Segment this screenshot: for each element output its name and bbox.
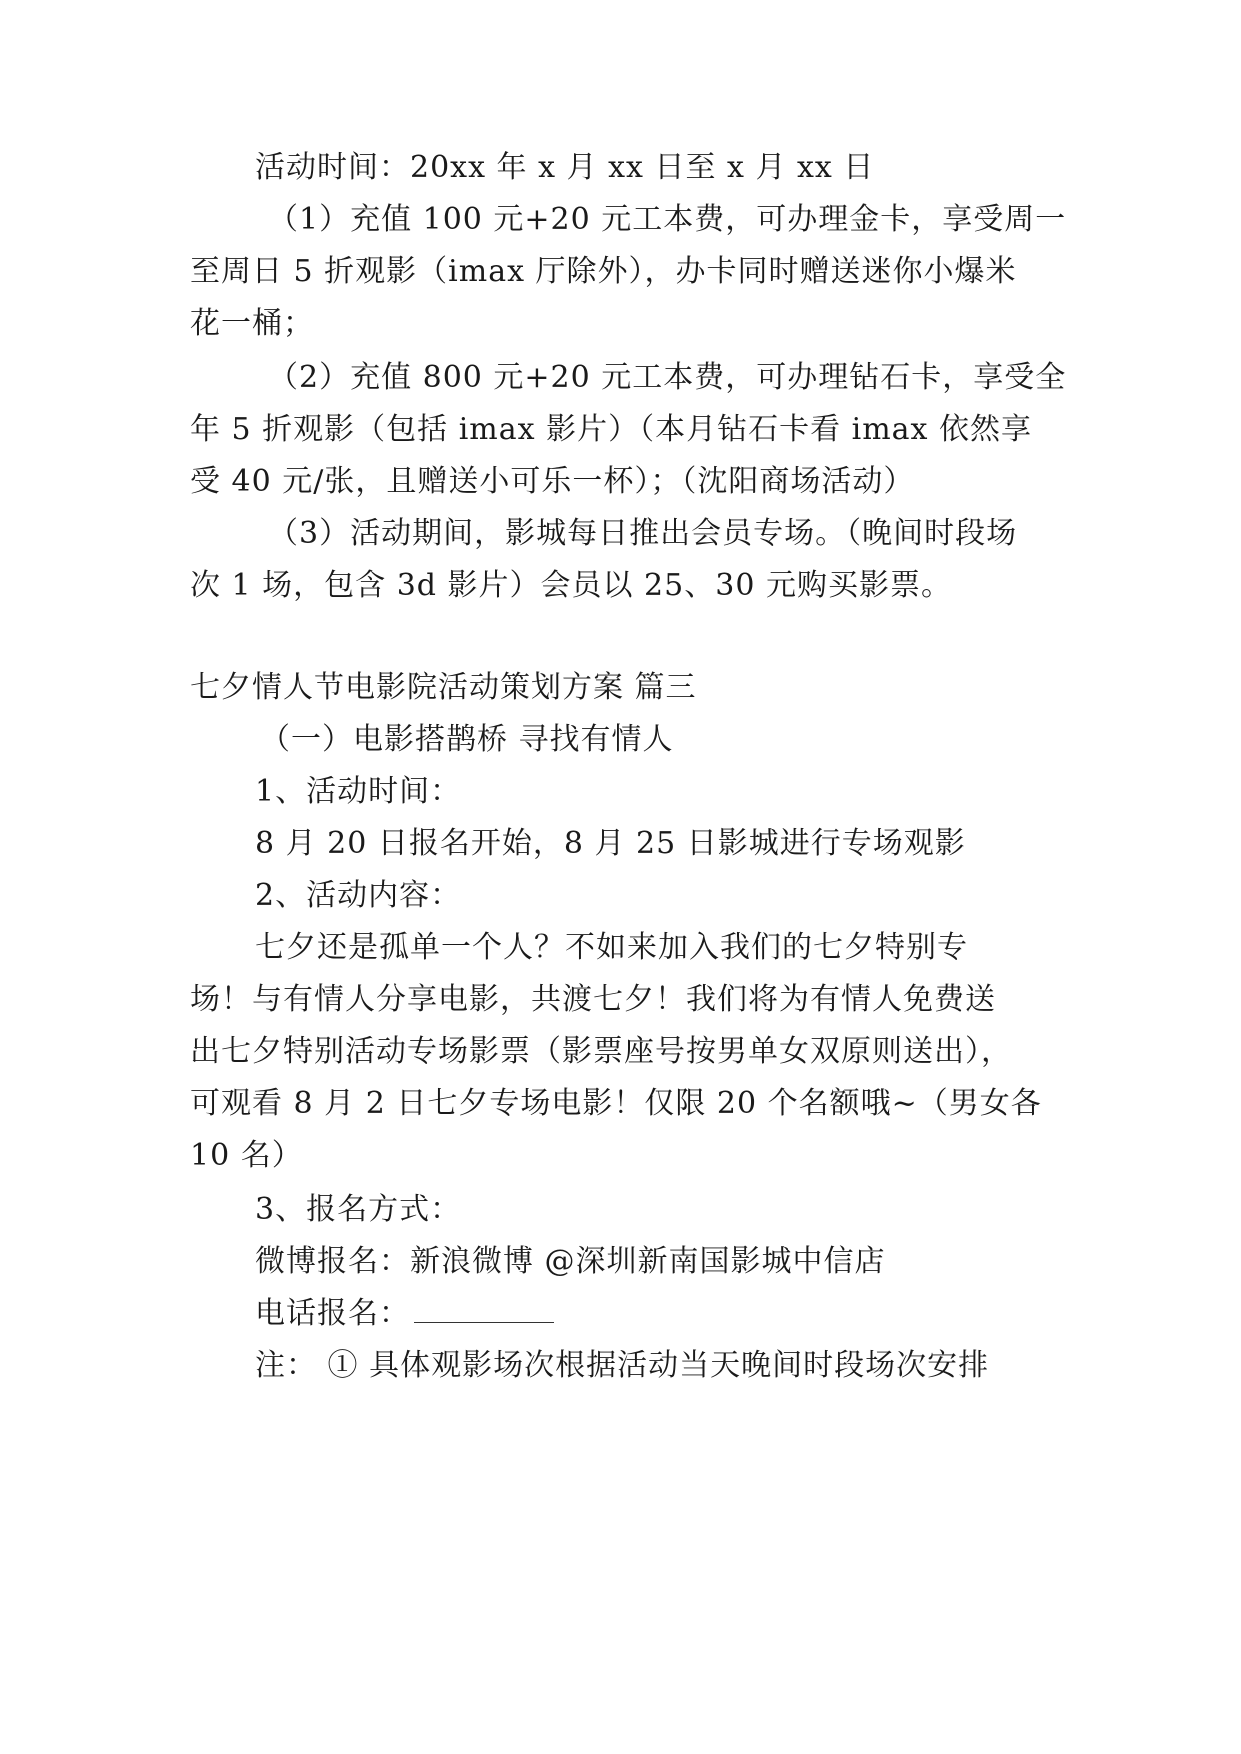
item-2-text-end: 10 名） [190,1138,303,1173]
gold-card-item-cont: 至周日 5 折观影（imax 厅除外），办卡同时赠送迷你小爆米 [190,254,1017,289]
item-2-text-cont: 场！与有情人分享电影，共渡七夕！我们将为有情人免费送 [190,982,996,1017]
item-2-heading: 2、活动内容： [255,878,462,913]
member-session-item: （3）活动期间，影城每日推出会员专场。（晚间时段场 [268,516,1018,551]
note-line: 注： ① 具体观影场次根据活动当天晚间时段场次安排 [255,1348,990,1383]
section-title: 七夕情人节电影院活动策划方案 篇三 [190,670,697,705]
activity-time-line: 活动时间：20xx 年 x 月 xx 日至 x 月 xx 日 [255,150,875,185]
item-3-heading: 3、报名方式： [255,1192,462,1227]
gold-card-item-end: 花一桶； [190,306,314,341]
weibo-signup: 微博报名：新浪微博 @深圳新南国影城中信店 [255,1244,886,1279]
subsection-title: （一）电影搭鹊桥 寻找有情人 [260,722,674,757]
item-2-text-cont3: 可观看 8 月 2 日七夕专场电影！仅限 20 个名额哦~（男女各 [190,1086,1042,1121]
diamond-card-item-cont: 年 5 折观影（包括 imax 影片）（本月钻石卡看 imax 依然享 [190,412,1032,447]
item-1-heading: 1、活动时间： [255,774,462,809]
item-2-text: 七夕还是孤单一个人？不如来加入我们的七夕特别专 [255,930,968,965]
phone-blank [414,1321,554,1323]
member-session-item-end: 次 1 场，包含 3d 影片）会员以 25、30 元购买影票。 [190,568,952,603]
diamond-card-item-end: 受 40 元/张，且赠送小可乐一杯）；（沈阳商场活动） [190,464,915,499]
item-1-text: 8 月 20 日报名开始，8 月 25 日影城进行专场观影 [255,826,966,861]
phone-signup-line [255,1294,554,1334]
item-2-text-cont2: 出七夕特别活动专场影票（影票座号按男单女双原则送出）， [190,1034,1012,1069]
gold-card-item: （1）充值 100 元+20 元工本费，可办理金卡，享受周一 [268,202,1067,237]
diamond-card-item: （2）充值 800 元+20 元工本费，可办理钻石卡，享受全 [268,360,1067,395]
phone-signup-label: 电话报名： [255,1296,410,1331]
